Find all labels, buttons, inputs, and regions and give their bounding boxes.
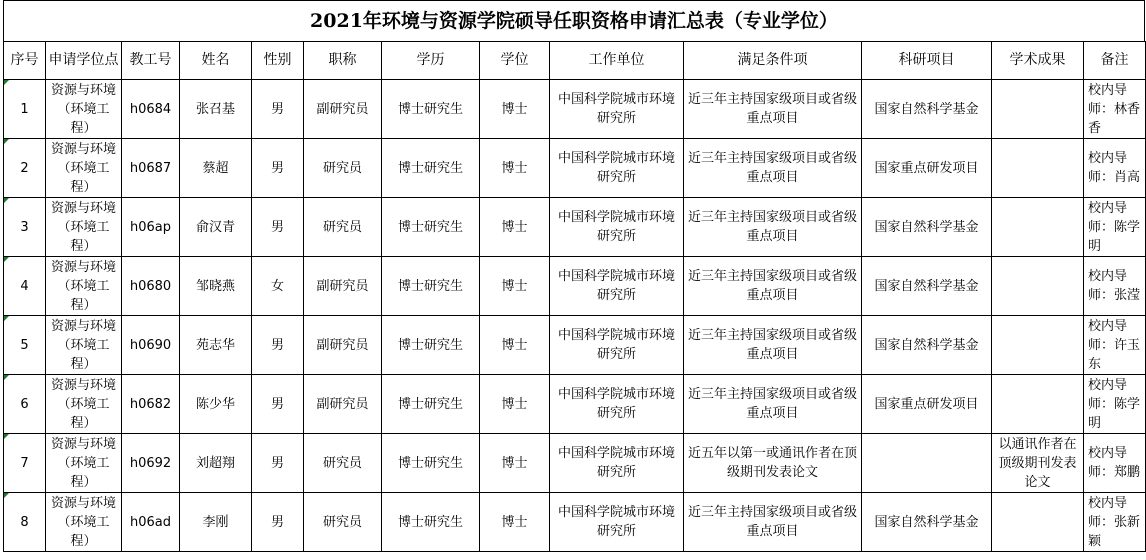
title-rank-cell[interactable]: 研究员 xyxy=(304,198,382,257)
row-number-cell[interactable]: 6 xyxy=(4,375,46,434)
header-cell[interactable]: 申请学位点 xyxy=(46,42,122,80)
staff-id-cell[interactable]: h0687 xyxy=(122,139,180,198)
table-row xyxy=(4,316,1146,375)
project-cell[interactable]: 国家重点研发项目 xyxy=(862,139,992,198)
achievement-cell[interactable] xyxy=(992,316,1084,375)
condition-cell[interactable]: 近三年主持国家级项目或省级重点项目 xyxy=(684,375,862,434)
education-cell[interactable]: 博士研究生 xyxy=(382,375,480,434)
note-cell[interactable]: 校内导师：陈学明 xyxy=(1084,375,1146,434)
header-cell[interactable]: 教工号 xyxy=(122,42,180,80)
education-cell[interactable]: 博士研究生 xyxy=(382,80,480,139)
table-row xyxy=(4,80,1146,139)
name-cell[interactable]: 陈少华 xyxy=(180,375,252,434)
condition-cell[interactable]: 近三年主持国家级项目或省级重点项目 xyxy=(684,80,862,139)
summary-sheet xyxy=(3,0,1145,552)
title-rank-cell[interactable]: 副研究员 xyxy=(304,257,382,316)
staff-id-cell[interactable]: h0690 xyxy=(122,316,180,375)
name-cell[interactable]: 李刚 xyxy=(180,493,252,552)
program-cell[interactable]: 资源与环境（环境工程） xyxy=(46,434,122,493)
header-row xyxy=(4,42,1146,80)
education-cell[interactable]: 博士研究生 xyxy=(382,198,480,257)
program-cell[interactable]: 资源与环境（环境工程） xyxy=(46,257,122,316)
education-cell[interactable]: 博士研究生 xyxy=(382,257,480,316)
row-number-cell[interactable]: 3 xyxy=(4,198,46,257)
project-cell[interactable] xyxy=(862,434,992,493)
program-cell[interactable]: 资源与环境（环境工程） xyxy=(46,198,122,257)
achievement-cell[interactable] xyxy=(992,198,1084,257)
header-cell[interactable]: 科研项目 xyxy=(862,42,992,80)
title-rank-cell[interactable]: 研究员 xyxy=(304,434,382,493)
staff-id-cell[interactable]: h0684 xyxy=(122,80,180,139)
gender-cell[interactable]: 男 xyxy=(252,80,304,139)
title-rank-cell[interactable]: 副研究员 xyxy=(304,80,382,139)
achievement-cell[interactable] xyxy=(992,257,1084,316)
project-cell[interactable]: 国家重点研发项目 xyxy=(862,375,992,434)
header-cell[interactable]: 序号 xyxy=(4,42,46,80)
work-unit-cell[interactable]: 中国科学院城市环境研究所 xyxy=(550,139,684,198)
table-row xyxy=(4,257,1146,316)
education-cell[interactable]: 博士研究生 xyxy=(382,434,480,493)
gender-cell[interactable]: 男 xyxy=(252,139,304,198)
condition-cell[interactable]: 近三年主持国家级项目或省级重点项目 xyxy=(684,139,862,198)
staff-id-cell[interactable]: h06ap xyxy=(122,198,180,257)
row-number-cell[interactable]: 8 xyxy=(4,493,46,552)
name-cell[interactable]: 张召基 xyxy=(180,80,252,139)
degree-cell[interactable]: 博士 xyxy=(480,375,550,434)
header-cell[interactable]: 工作单位 xyxy=(550,42,684,80)
degree-cell[interactable]: 博士 xyxy=(480,198,550,257)
row-number-cell[interactable]: 7 xyxy=(4,434,46,493)
condition-cell[interactable]: 近三年主持国家级项目或省级重点项目 xyxy=(684,493,862,552)
gender-cell[interactable]: 男 xyxy=(252,375,304,434)
education-cell[interactable]: 博士研究生 xyxy=(382,493,480,552)
education-cell[interactable]: 博士研究生 xyxy=(382,139,480,198)
title-rank-cell[interactable]: 研究员 xyxy=(304,493,382,552)
degree-cell[interactable]: 博士 xyxy=(480,139,550,198)
project-cell[interactable]: 国家自然科学基金 xyxy=(862,80,992,139)
note-cell[interactable]: 校内导师：张新颖 xyxy=(1084,493,1146,552)
header-cell[interactable]: 满足条件项 xyxy=(684,42,862,80)
program-cell[interactable]: 资源与环境（环境工程） xyxy=(46,139,122,198)
program-cell[interactable]: 资源与环境（环境工程） xyxy=(46,493,122,552)
achievement-cell[interactable] xyxy=(992,493,1084,552)
gender-cell[interactable]: 男 xyxy=(252,316,304,375)
table-row xyxy=(4,493,1146,552)
work-unit-cell[interactable]: 中国科学院城市环境研究所 xyxy=(550,257,684,316)
table-row xyxy=(4,375,1146,434)
note-cell[interactable]: 校内导师：陈学明 xyxy=(1084,198,1146,257)
summary-table xyxy=(3,41,1146,552)
note-cell[interactable]: 校内导师：肖高 xyxy=(1084,139,1146,198)
name-cell[interactable]: 苑志华 xyxy=(180,316,252,375)
header-cell[interactable]: 学术成果 xyxy=(992,42,1084,80)
condition-cell[interactable]: 近五年以第一或通讯作者在顶级期刊发表论文 xyxy=(684,434,862,493)
header-cell[interactable]: 性别 xyxy=(252,42,304,80)
project-cell[interactable]: 国家自然科学基金 xyxy=(862,316,992,375)
achievement-cell[interactable] xyxy=(992,375,1084,434)
note-cell[interactable]: 校内导师：林香香 xyxy=(1084,80,1146,139)
title-rank-cell[interactable]: 副研究员 xyxy=(304,316,382,375)
header-cell[interactable]: 备注 xyxy=(1084,42,1146,80)
program-cell[interactable]: 资源与环境（环境工程） xyxy=(46,375,122,434)
project-cell[interactable]: 国家自然科学基金 xyxy=(862,198,992,257)
gender-cell[interactable]: 男 xyxy=(252,198,304,257)
gender-cell[interactable]: 女 xyxy=(252,257,304,316)
achievement-cell[interactable] xyxy=(992,139,1084,198)
work-unit-cell[interactable]: 中国科学院城市环境研究所 xyxy=(550,375,684,434)
header-cell[interactable]: 学位 xyxy=(480,42,550,80)
table-row xyxy=(4,139,1146,198)
row-number-cell[interactable]: 4 xyxy=(4,257,46,316)
name-cell[interactable]: 俞汉青 xyxy=(180,198,252,257)
degree-cell[interactable]: 博士 xyxy=(480,257,550,316)
program-cell[interactable]: 资源与环境（环境工程） xyxy=(46,316,122,375)
degree-cell[interactable]: 博士 xyxy=(480,434,550,493)
staff-id-cell[interactable]: h0682 xyxy=(122,375,180,434)
note-cell[interactable]: 校内导师：许玉东 xyxy=(1084,316,1146,375)
row-number-cell[interactable]: 2 xyxy=(4,139,46,198)
education-cell[interactable]: 博士研究生 xyxy=(382,316,480,375)
staff-id-cell[interactable]: h0692 xyxy=(122,434,180,493)
condition-cell[interactable]: 近三年主持国家级项目或省级重点项目 xyxy=(684,257,862,316)
title-rank-cell[interactable]: 副研究员 xyxy=(304,375,382,434)
header-cell[interactable]: 学历 xyxy=(382,42,480,80)
degree-cell[interactable]: 博士 xyxy=(480,493,550,552)
row-number-cell[interactable]: 5 xyxy=(4,316,46,375)
degree-cell[interactable]: 博士 xyxy=(480,80,550,139)
name-cell[interactable]: 蔡超 xyxy=(180,139,252,198)
title-rank-cell[interactable]: 研究员 xyxy=(304,139,382,198)
note-cell[interactable]: 校内导师：张滢 xyxy=(1084,257,1146,316)
program-cell[interactable]: 资源与环境（环境工程） xyxy=(46,80,122,139)
achievement-cell[interactable] xyxy=(992,80,1084,139)
gender-cell[interactable]: 男 xyxy=(252,493,304,552)
name-cell[interactable]: 刘超翔 xyxy=(180,434,252,493)
row-number-cell[interactable]: 1 xyxy=(4,80,46,139)
work-unit-cell[interactable]: 中国科学院城市环境研究所 xyxy=(550,316,684,375)
work-unit-cell[interactable]: 中国科学院城市环境研究所 xyxy=(550,80,684,139)
note-cell[interactable]: 校内导师：郑鹏 xyxy=(1084,434,1146,493)
name-cell[interactable]: 邹晓燕 xyxy=(180,257,252,316)
header-cell[interactable]: 职称 xyxy=(304,42,382,80)
achievement-cell[interactable]: 以通讯作者在顶级期刊发表论文 xyxy=(992,434,1084,493)
gender-cell[interactable]: 男 xyxy=(252,434,304,493)
header-cell[interactable]: 姓名 xyxy=(180,42,252,80)
sheet-title[interactable]: 2021年环境与资源学院硕导任职资格申请汇总表（专业学位） xyxy=(3,0,1145,41)
degree-cell[interactable]: 博士 xyxy=(480,316,550,375)
condition-cell[interactable]: 近三年主持国家级项目或省级重点项目 xyxy=(684,198,862,257)
work-unit-cell[interactable]: 中国科学院城市环境研究所 xyxy=(550,493,684,552)
table-row xyxy=(4,198,1146,257)
project-cell[interactable]: 国家自然科学基金 xyxy=(862,257,992,316)
condition-cell[interactable]: 近三年主持国家级项目或省级重点项目 xyxy=(684,316,862,375)
table-row xyxy=(4,434,1146,493)
work-unit-cell[interactable]: 中国科学院城市环境研究所 xyxy=(550,198,684,257)
project-cell[interactable]: 国家自然科学基金 xyxy=(862,493,992,552)
staff-id-cell[interactable]: h06ad xyxy=(122,493,180,552)
work-unit-cell[interactable]: 中国科学院城市环境研究所 xyxy=(550,434,684,493)
staff-id-cell[interactable]: h0680 xyxy=(122,257,180,316)
